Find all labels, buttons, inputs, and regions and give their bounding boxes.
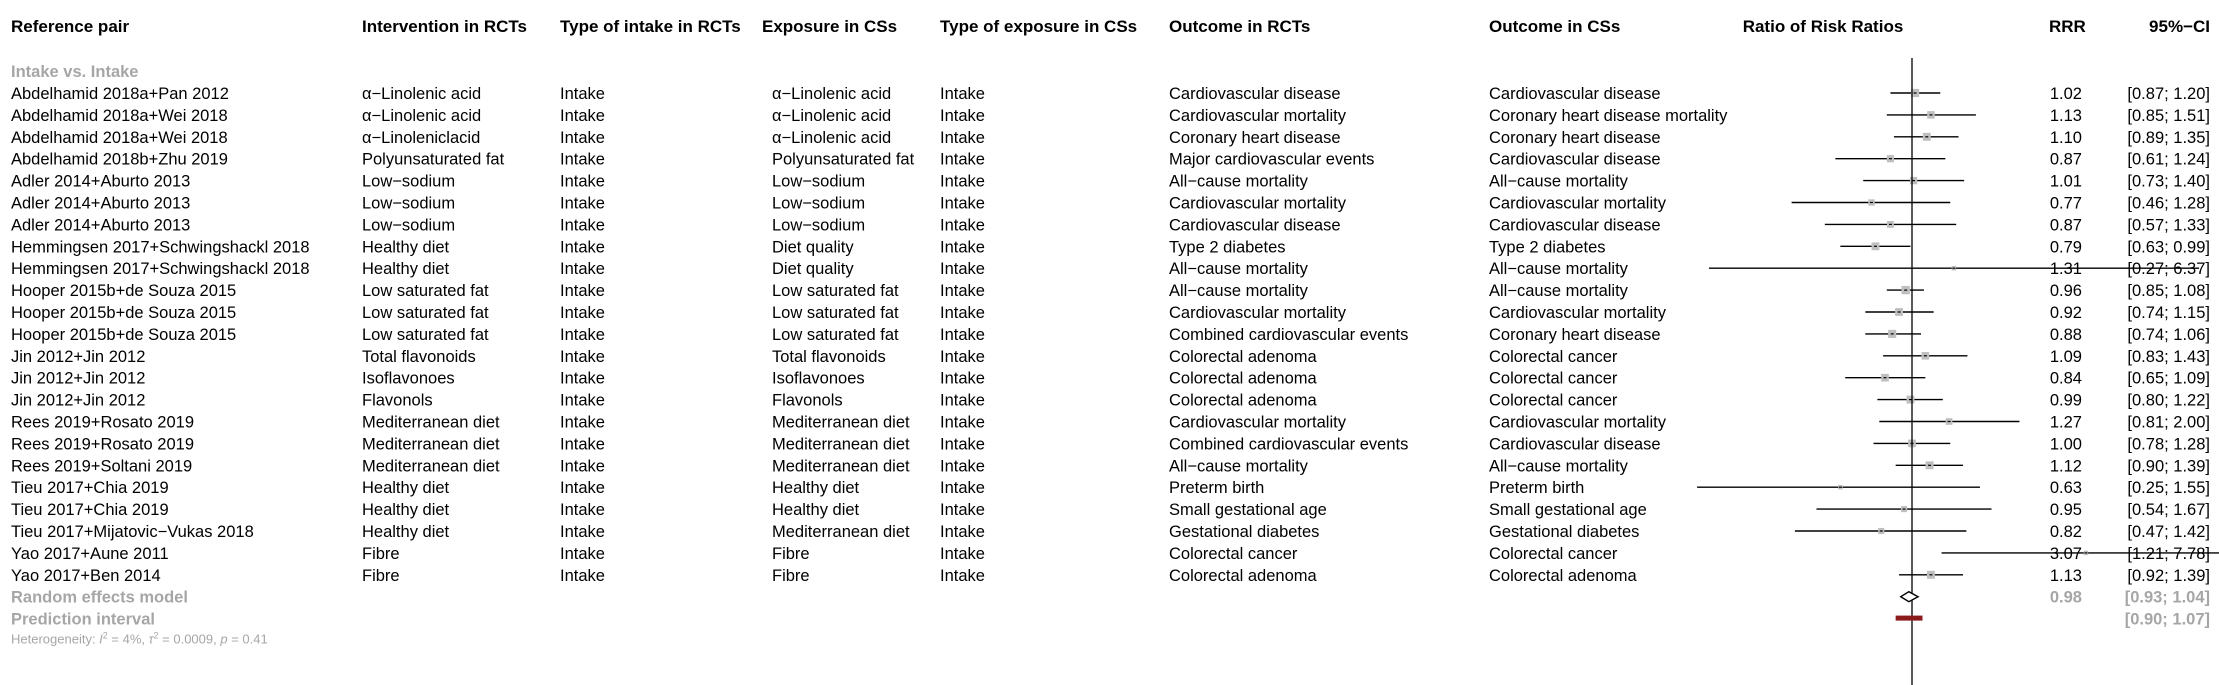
table-row — [11, 173, 2210, 191]
cell-pair: Tieu 2017+Chia 2019 — [11, 501, 169, 520]
cell-pair: Yao 2017+Ben 2014 — [11, 566, 161, 585]
cell-ci: [0.61; 1.24] — [2127, 150, 2210, 169]
cell-rrr: 1.01 — [2049, 172, 2082, 191]
cell-exposure: Diet quality — [772, 238, 854, 257]
cell-outcome-rct: Cardiovascular mortality — [1169, 194, 1346, 213]
cell-exposure: Healthy diet — [772, 479, 860, 498]
cell-pair: Abdelhamid 2018a+Wei 2018 — [11, 106, 228, 125]
cell-outcome-cs: All−cause mortality — [1489, 282, 1628, 301]
cell-ci: [0.80; 1.22] — [2127, 391, 2210, 410]
cell-pair: Adler 2014+Aburto 2013 — [11, 194, 191, 213]
cell-intervention: Low saturated fat — [362, 325, 489, 344]
table-row — [11, 216, 2210, 234]
cell-intake: Intake — [560, 128, 605, 147]
cell-pair: Yao 2017+Aune 2011 — [11, 544, 169, 563]
summary-rows — [11, 589, 2210, 629]
cell-outcome-rct: Colorectal adenoma — [1169, 566, 1317, 585]
cell-rrr: 0.82 — [2049, 523, 2082, 541]
study-rows — [11, 85, 2210, 585]
cell-exposure-type: Intake — [940, 413, 985, 432]
cell-intake: Intake — [560, 435, 605, 454]
cell-rrr: 0.99 — [2049, 391, 2082, 410]
cell-ci: [0.27; 6.37] — [2127, 260, 2210, 279]
cell-intervention: Low−sodium — [362, 216, 456, 235]
cell-exposure-type: Intake — [940, 457, 985, 476]
cell-exposure-type: Intake — [940, 369, 985, 388]
cell-ci: [0.78; 1.28] — [2127, 435, 2210, 454]
cell-rrr: 0.87 — [2049, 150, 2082, 169]
cell-exposure-type: Intake — [940, 501, 985, 520]
table-row — [11, 304, 2210, 322]
subgroup-label: Intake vs. Intake — [11, 63, 139, 81]
random-effects-label: Random effects model — [11, 588, 188, 607]
table-row — [11, 107, 2210, 125]
cell-outcome-cs: Cardiovascular mortality — [1489, 194, 1666, 213]
cell-ci: [0.74; 1.06] — [2127, 325, 2210, 344]
cell-intake: Intake — [560, 457, 605, 476]
cell-intake: Intake — [560, 106, 605, 125]
cell-exposure-type: Intake — [940, 347, 985, 366]
cell-ci: [0.83; 1.43] — [2127, 347, 2210, 366]
cell-exposure: Isoflavonoes — [772, 369, 865, 388]
cell-ci: [0.87; 1.20] — [2127, 85, 2210, 103]
cell-intervention: Fibre — [362, 566, 400, 585]
cell-intervention: Isoflavonoes — [362, 369, 455, 388]
cell-intake: Intake — [560, 304, 605, 322]
cell-exposure-type: Intake — [940, 216, 985, 235]
cell-intake: Intake — [560, 501, 605, 520]
cell-outcome-rct: Small gestational age — [1169, 501, 1327, 520]
cell-pair: Abdelhamid 2018a+Wei 2018 — [11, 128, 228, 147]
table-row — [11, 567, 2210, 585]
cell-exposure: Fibre — [772, 566, 810, 585]
cell-outcome-rct: Gestational diabetes — [1169, 523, 1320, 541]
column-header: Reference pair — [11, 17, 130, 36]
cell-intake: Intake — [560, 347, 605, 366]
cell-ci: [0.90; 1.39] — [2127, 457, 2210, 476]
cell-outcome-cs: Small gestational age — [1489, 501, 1647, 520]
cell-intake: Intake — [560, 523, 605, 541]
cell-rrr: 0.84 — [2049, 369, 2082, 388]
prediction-ci: [0.90; 1.07] — [2124, 610, 2210, 629]
cell-outcome-rct: Major cardiovascular events — [1169, 150, 1375, 169]
cell-exposure-type: Intake — [940, 172, 985, 191]
cell-outcome-rct: All−cause mortality — [1169, 282, 1308, 301]
cell-exposure: Mediterranean diet — [772, 435, 910, 454]
table-row — [11, 479, 2210, 497]
cell-exposure-type: Intake — [940, 325, 985, 344]
cell-outcome-rct: Cardiovascular disease — [1169, 216, 1341, 235]
cell-ci: [0.73; 1.40] — [2127, 172, 2210, 191]
table-row — [11, 326, 2210, 344]
cell-rrr: 0.95 — [2049, 501, 2082, 520]
column-header: Outcome in CSs — [1489, 17, 1621, 36]
cell-outcome-rct: Type 2 diabetes — [1169, 238, 1286, 257]
cell-outcome-rct: Colorectal adenoma — [1169, 369, 1317, 388]
table-row — [11, 195, 2210, 213]
cell-pair: Rees 2019+Rosato 2019 — [11, 435, 195, 454]
cell-ci: [0.57; 1.33] — [2127, 216, 2210, 235]
cell-exposure: Mediterranean diet — [772, 413, 910, 432]
cell-intervention: α−Linolenic acid — [362, 85, 482, 103]
table-row — [11, 238, 2210, 256]
cell-exposure-type: Intake — [940, 150, 985, 169]
cell-outcome-rct: Preterm birth — [1169, 479, 1265, 498]
table-row — [11, 414, 2210, 432]
cell-rrr: 1.27 — [2049, 413, 2082, 432]
table-row — [11, 370, 2210, 388]
cell-outcome-cs: Type 2 diabetes — [1489, 238, 1606, 257]
cell-exposure: Flavonols — [772, 391, 843, 410]
pooled-ci: [0.93; 1.04] — [2124, 588, 2210, 607]
cell-outcome-rct: Cardiovascular mortality — [1169, 106, 1346, 125]
cell-rrr: 1.10 — [2049, 128, 2082, 147]
cell-intervention: Healthy diet — [362, 501, 450, 520]
cell-outcome-rct: Combined cardiovascular events — [1169, 435, 1409, 454]
cell-exposure-type: Intake — [940, 128, 985, 147]
cell-exposure: Fibre — [772, 544, 810, 563]
cell-intervention: α−Linolenic acid — [362, 106, 482, 125]
cell-intervention: Healthy diet — [362, 238, 450, 257]
cell-intake: Intake — [560, 282, 605, 301]
cell-outcome-cs: All−cause mortality — [1489, 260, 1628, 279]
cell-outcome-cs: Colorectal adenoma — [1489, 566, 1637, 585]
table-row — [11, 348, 2210, 366]
cell-rrr: 3.07 — [2049, 544, 2082, 563]
cell-intervention: Mediterranean diet — [362, 435, 500, 454]
cell-exposure: Diet quality — [772, 260, 854, 279]
cell-exposure: Low−sodium — [772, 216, 866, 235]
cell-exposure-type: Intake — [940, 544, 985, 563]
cell-rrr: 0.79 — [2049, 238, 2082, 257]
cell-ci: [0.85; 1.51] — [2127, 106, 2210, 125]
cell-rrr: 1.13 — [2049, 106, 2082, 125]
cell-rrr: 0.96 — [2049, 282, 2082, 301]
cell-intervention: Healthy diet — [362, 523, 450, 541]
cell-rrr: 1.31 — [2049, 260, 2082, 279]
cell-rrr: 0.77 — [2049, 194, 2082, 213]
column-header: 95%−CI — [2149, 17, 2210, 36]
cell-ci: [0.89; 1.35] — [2127, 128, 2210, 147]
cell-exposure: Low saturated fat — [772, 304, 899, 322]
cell-rrr: 0.92 — [2049, 304, 2082, 322]
column-header: RRR — [2049, 17, 2086, 36]
cell-intervention: Low−sodium — [362, 172, 456, 191]
cell-exposure-type: Intake — [940, 435, 985, 454]
cell-outcome-rct: All−cause mortality — [1169, 457, 1308, 476]
cell-ci: [0.85; 1.08] — [2127, 282, 2210, 301]
cell-ci: [0.65; 1.09] — [2127, 369, 2210, 388]
cell-outcome-cs: Colorectal cancer — [1489, 347, 1618, 366]
cell-exposure-type: Intake — [940, 391, 985, 410]
column-headers — [11, 17, 2210, 36]
cell-pair: Rees 2019+Soltani 2019 — [11, 457, 193, 476]
cell-outcome-cs: Colorectal cancer — [1489, 391, 1618, 410]
cell-exposure: Low saturated fat — [772, 282, 899, 301]
cell-outcome-cs: Cardiovascular mortality — [1489, 413, 1666, 432]
cell-outcome-rct: Cardiovascular mortality — [1169, 413, 1346, 432]
cell-exposure: Mediterranean diet — [772, 457, 910, 476]
cell-exposure: α−Linolenic acid — [772, 106, 892, 125]
cell-outcome-cs: Colorectal cancer — [1489, 369, 1618, 388]
cell-rrr: 1.00 — [2049, 435, 2082, 454]
cell-intake: Intake — [560, 150, 605, 169]
cell-pair: Hooper 2015b+de Souza 2015 — [11, 325, 237, 344]
cell-intake: Intake — [560, 260, 605, 279]
cell-pair: Tieu 2017+Chia 2019 — [11, 479, 169, 498]
cell-intervention: Fibre — [362, 544, 400, 563]
cell-intake: Intake — [560, 216, 605, 235]
cell-outcome-cs: Coronary heart disease — [1489, 325, 1661, 344]
cell-pair: Hooper 2015b+de Souza 2015 — [11, 304, 237, 322]
cell-outcome-rct: Colorectal adenoma — [1169, 347, 1317, 366]
cell-pair: Jin 2012+Jin 2012 — [11, 347, 146, 366]
cell-intake: Intake — [560, 369, 605, 388]
cell-exposure-type: Intake — [940, 238, 985, 257]
cell-rrr: 0.88 — [2049, 325, 2082, 344]
cell-intake: Intake — [560, 391, 605, 410]
cell-pair: Hooper 2015b+de Souza 2015 — [11, 282, 237, 301]
cell-outcome-rct: Colorectal cancer — [1169, 544, 1298, 563]
cell-exposure: α−Linolenic acid — [772, 85, 892, 103]
cell-exposure: Total flavonoids — [772, 347, 886, 366]
cell-outcome-rct: Cardiovascular mortality — [1169, 304, 1346, 322]
cell-intervention: Mediterranean diet — [362, 413, 500, 432]
cell-rrr: 0.87 — [2049, 216, 2082, 235]
cell-exposure: Low−sodium — [772, 194, 866, 213]
cell-exposure-type: Intake — [940, 479, 985, 498]
cell-intake: Intake — [560, 544, 605, 563]
cell-rrr: 1.13 — [2049, 566, 2082, 585]
cell-pair: Tieu 2017+Mijatovic−Vukas 2018 — [11, 523, 254, 541]
table-row — [11, 260, 2210, 278]
cell-pair: Adler 2014+Aburto 2013 — [11, 216, 191, 235]
cell-outcome-cs: All−cause mortality — [1489, 172, 1628, 191]
cell-outcome-cs: Cardiovascular disease — [1489, 150, 1661, 169]
cell-ci: [0.63; 0.99] — [2127, 238, 2210, 257]
heterogeneity-text: Heterogeneity: $I^2 = 4\%$, $\tau^2 = 0.0009$, p = 0.41 — [11, 630, 268, 647]
table-row — [11, 392, 2210, 410]
cell-intake: Intake — [560, 194, 605, 213]
cell-ci: [0.46; 1.28] — [2127, 194, 2210, 213]
cell-rrr: 1.02 — [2049, 85, 2082, 103]
cell-exposure-type: Intake — [940, 106, 985, 125]
cell-outcome-cs: Preterm birth — [1489, 479, 1585, 498]
cell-intake: Intake — [560, 325, 605, 344]
prediction-label: Prediction interval — [11, 610, 155, 629]
table-row — [11, 435, 2210, 453]
cell-pair: Adler 2014+Aburto 2013 — [11, 172, 191, 191]
cell-intake: Intake — [560, 172, 605, 191]
column-header: Exposure in CSs — [762, 17, 898, 36]
cell-outcome-rct: Colorectal adenoma — [1169, 391, 1317, 410]
cell-intervention: Mediterranean diet — [362, 457, 500, 476]
pooled-rrr: 0.98 — [2049, 588, 2082, 607]
table-row — [11, 282, 2210, 300]
cell-pair: Hemmingsen 2017+Schwingshackl 2018 — [11, 238, 310, 257]
table-row — [11, 85, 2210, 103]
cell-intake: Intake — [560, 238, 605, 257]
cell-outcome-rct: All−cause mortality — [1169, 172, 1308, 191]
cell-intervention: α−Linoleniclacid — [362, 128, 481, 147]
column-header: Type of intake in RCTs — [560, 17, 741, 36]
cell-outcome-cs: Cardiovascular disease — [1489, 85, 1661, 103]
cell-pair: Abdelhamid 2018a+Pan 2012 — [11, 85, 229, 103]
cell-intervention: Healthy diet — [362, 479, 450, 498]
column-header: Type of exposure in CSs — [940, 17, 1138, 36]
cell-exposure-type: Intake — [940, 523, 985, 541]
cell-intake: Intake — [560, 566, 605, 585]
cell-ci: [1.21; 7.78] — [2127, 544, 2210, 563]
cell-intervention: Low−sodium — [362, 194, 456, 213]
cell-pair: Abdelhamid 2018b+Zhu 2019 — [11, 150, 228, 169]
cell-intervention: Low saturated fat — [362, 304, 489, 322]
table-row — [11, 545, 2210, 563]
cell-intervention: Polyunsaturated fat — [362, 150, 505, 169]
column-header: Intervention in RCTs — [362, 17, 527, 36]
cell-intake: Intake — [560, 413, 605, 432]
cell-pair: Rees 2019+Rosato 2019 — [11, 413, 195, 432]
cell-exposure: Polyunsaturated fat — [772, 150, 915, 169]
cell-outcome-cs: Gestational diabetes — [1489, 523, 1640, 541]
cell-exposure: Healthy diet — [772, 501, 860, 520]
cell-exposure-type: Intake — [940, 304, 985, 322]
cell-exposure: Low saturated fat — [772, 325, 899, 344]
table-row — [11, 129, 2210, 147]
table-row — [11, 501, 2210, 519]
cell-outcome-cs: Coronary heart disease mortality — [1489, 106, 1728, 125]
pooled-diamond — [1901, 592, 1918, 602]
cell-outcome-cs: Cardiovascular disease — [1489, 216, 1661, 235]
cell-outcome-cs: Coronary heart disease — [1489, 128, 1661, 147]
column-header: Outcome in RCTs — [1169, 17, 1311, 36]
cell-rrr: 1.12 — [2049, 457, 2082, 476]
cell-ci: [0.54; 1.67] — [2127, 501, 2210, 520]
cell-exposure: α−Linolenic acid — [772, 128, 892, 147]
cell-exposure-type: Intake — [940, 566, 985, 585]
cell-ci: [0.81; 2.00] — [2127, 413, 2210, 432]
cell-outcome-rct: Cardiovascular disease — [1169, 85, 1341, 103]
prediction-bar — [1896, 616, 1923, 621]
cell-pair: Jin 2012+Jin 2012 — [11, 391, 146, 410]
cell-intervention: Flavonols — [362, 391, 433, 410]
cell-exposure-type: Intake — [940, 260, 985, 279]
cell-outcome-cs: Colorectal cancer — [1489, 544, 1618, 563]
cell-ci: [0.92; 1.39] — [2127, 566, 2210, 585]
cell-rrr: 0.63 — [2049, 479, 2082, 498]
cell-outcome-rct: Combined cardiovascular events — [1169, 325, 1409, 344]
cell-outcome-rct: All−cause mortality — [1169, 260, 1308, 279]
cell-ci: [0.74; 1.15] — [2127, 304, 2210, 322]
cell-intervention: Low saturated fat — [362, 282, 489, 301]
cell-exposure-type: Intake — [940, 85, 985, 103]
cell-exposure: Low−sodium — [772, 172, 866, 191]
cell-outcome-rct: Coronary heart disease — [1169, 128, 1341, 147]
cell-intake: Intake — [560, 479, 605, 498]
cell-intervention: Total flavonoids — [362, 347, 476, 366]
cell-rrr: 1.09 — [2049, 347, 2082, 366]
cell-exposure-type: Intake — [940, 282, 985, 301]
cell-exposure-type: Intake — [940, 194, 985, 213]
cell-pair: Jin 2012+Jin 2012 — [11, 369, 146, 388]
cell-intervention: Healthy diet — [362, 260, 450, 279]
table-row — [11, 457, 2210, 475]
cell-ci: [0.47; 1.42] — [2127, 523, 2210, 541]
cell-pair: Hemmingsen 2017+Schwingshackl 2018 — [11, 260, 310, 279]
cell-intake: Intake — [560, 85, 605, 103]
cell-ci: [0.25; 1.55] — [2127, 479, 2210, 498]
cell-outcome-cs: Cardiovascular disease — [1489, 435, 1661, 454]
table-row — [11, 151, 2210, 169]
column-header: Ratio of Risk Ratios — [1742, 17, 1904, 36]
cell-exposure: Mediterranean diet — [772, 523, 910, 541]
cell-outcome-cs: All−cause mortality — [1489, 457, 1628, 476]
cell-outcome-cs: Cardiovascular mortality — [1489, 304, 1666, 322]
